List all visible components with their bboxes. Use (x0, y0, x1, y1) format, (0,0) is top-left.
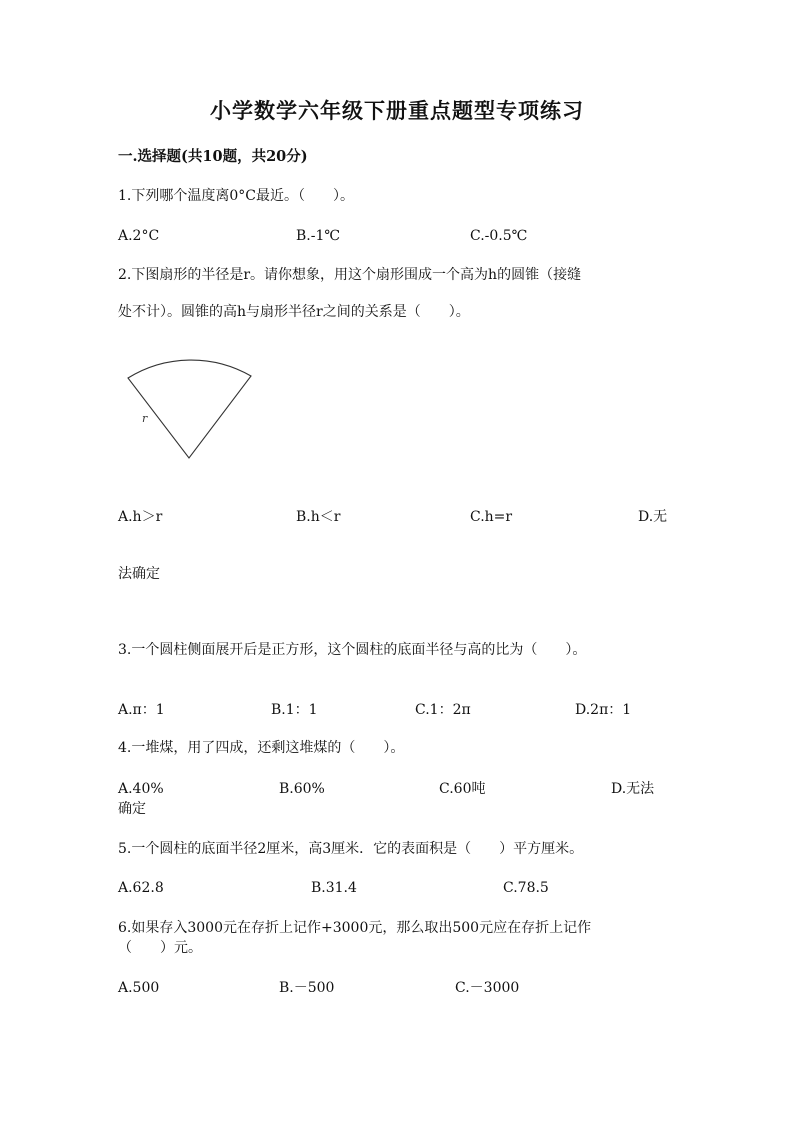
question-1-option-a[interactable]: A.2°C (118, 228, 160, 244)
question-4-option-d-wrap: 确定 (118, 801, 146, 817)
question-5-stem: 5.一个圆柱的底面半径2厘米，高3厘米．它的表面积是（ ）平方厘米。 (118, 841, 584, 857)
question-5-option-c[interactable]: C.78.5 (503, 880, 549, 896)
question-2-stem-line-2: 处不计）。圆锥的高h与扇形半径r之间的关系是（ ）。 (118, 304, 470, 320)
question-5-option-b[interactable]: B.31.4 (311, 880, 357, 896)
question-4-option-c[interactable]: C.60吨 (439, 781, 486, 797)
question-5-option-a[interactable]: A.62.8 (118, 880, 164, 896)
question-6-option-c[interactable]: C.－3000 (455, 980, 520, 996)
question-4-option-b[interactable]: B.60% (279, 781, 325, 797)
question-4-option-a[interactable]: A.40% (118, 781, 164, 797)
question-3-option-a[interactable]: A.π：1 (118, 702, 165, 718)
question-4-option-d[interactable]: D.无法 (611, 781, 655, 797)
question-6-stem-line-2: （ ）元。 (118, 940, 202, 956)
question-2-stem-line-1: 2.下图扇形的半径是r。请你想象，用这个扇形围成一个高为h的圆锥（接缝 (118, 267, 582, 283)
question-3-option-c[interactable]: C.1：2π (415, 702, 471, 718)
question-3-option-b[interactable]: B.1：1 (271, 702, 318, 718)
section-heading: 一.选择题(共10题，共20分) (118, 148, 308, 165)
question-2-option-a[interactable]: A.h＞r (118, 509, 163, 525)
question-4-stem: 4.一堆煤，用了四成，还剩这堆煤的（ ）。 (118, 740, 405, 756)
question-2-option-d-wrap: 法确定 (118, 566, 160, 582)
question-1-option-c[interactable]: C.-0.5℃ (470, 228, 528, 244)
question-2-option-c[interactable]: C.h=r (470, 509, 513, 525)
question-2-option-d[interactable]: D.无 (638, 509, 668, 525)
question-6-option-b[interactable]: B.－500 (279, 980, 335, 996)
sector-outline (128, 360, 251, 458)
sector-figure (118, 356, 268, 466)
question-6-stem-line-1: 6.如果存入3000元在存折上记作+3000元，那么取出500元应在存折上记作 (118, 920, 592, 936)
question-6-option-a[interactable]: A.500 (118, 980, 160, 996)
question-1-option-b[interactable]: B.-1℃ (296, 228, 341, 244)
question-1-stem: 1.下列哪个温度离0°C最近。（ ）。 (118, 188, 354, 204)
page-title: 小学数学六年级下册重点题型专项练习 (210, 98, 584, 123)
sector-radius-label: r (142, 412, 148, 425)
question-3-stem: 3.一个圆柱侧面展开后是正方形，这个圆柱的底面半径与高的比为（ ）。 (118, 642, 587, 658)
question-3-option-d[interactable]: D.2π：1 (575, 702, 632, 718)
question-2-option-b[interactable]: B.h＜r (296, 509, 341, 525)
